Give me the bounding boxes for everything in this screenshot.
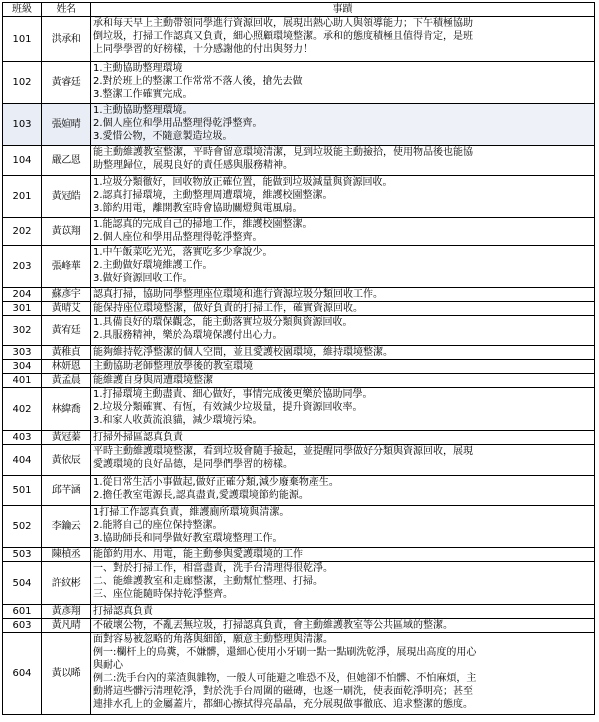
deed-line: 主動協助老師整理放學後的教室環境 (93, 361, 253, 372)
deed-line: 三、座位能隨時保持乾淨整齊。 (93, 589, 233, 600)
deed-line: 承和每天早上主動帶領同學進行資源回收，展現出熱心助人與領導能力；下午積極協助 (93, 18, 473, 29)
student-name-cell: 黃彥翔 (42, 605, 91, 619)
deed-line: 能節約用水、用電，能主動參與愛護環境的工作 (93, 549, 303, 560)
deeds-cell (91, 619, 595, 633)
deed-line: 與耐心 (93, 660, 123, 671)
class-cell: 204 (3, 288, 42, 302)
table-row (3, 176, 595, 218)
deed-line: 2.擔任教室電源長,認真盡責,愛護環境節約能源。 (93, 490, 309, 501)
deed-line: 倒垃圾，打掃工作認真又負責，細心照顧環境整潔。承和的態度積極且值得肯定，是班 (93, 31, 473, 42)
deed-line: 2.能將自己的座位保持整潔。 (93, 520, 223, 531)
student-name-cell: 黃苡翔 (42, 218, 91, 246)
deed-line: 不破壞公物，不亂丟無垃圾，打掃認真負責，會主動維護教室等公共區域的整潔。 (93, 620, 453, 631)
deeds-cell (91, 346, 595, 360)
student-name-cell: 許紋彬 (42, 562, 91, 605)
deed-line: 3.做好資源回收工作。 (93, 273, 193, 284)
deeds-cell (91, 633, 595, 715)
student-name-cell: 林緯喬 (42, 388, 91, 431)
class-cell: 102 (3, 62, 42, 104)
table-row (3, 146, 595, 176)
class-cell: 401 (3, 374, 42, 388)
table-row (3, 104, 595, 146)
table-row (3, 346, 595, 360)
student-name-cell: 黃冠蓁 (42, 431, 91, 445)
deeds-cell (91, 374, 595, 388)
deeds-cell (91, 445, 595, 476)
deed-line: 能主動維護教室整潔，平時會留意環境清潔，見到垃圾能主動撿拾，使用物品後也能協 (93, 147, 473, 158)
deed-line: 2.個人座位和學用品整理得乾淨整齊。 (93, 118, 263, 129)
deeds-cell (91, 62, 595, 104)
class-cell: 604 (3, 633, 42, 715)
deed-line: 3.愛惜公物，不隨意製造垃圾。 (93, 131, 233, 142)
deed-line: 3.整潔工作確實完成。 (93, 89, 193, 100)
deed-line: 3.節約用電，離開教室時會協助關燈與電風扇。 (93, 203, 303, 214)
deed-line: 1.主動協助整理環境 (93, 63, 183, 74)
class-cell: 104 (3, 146, 42, 176)
deeds-cell (91, 288, 595, 302)
deed-line: 例二:洗手台內的菜渣與雜物，一般人可能避之唯恐不及，但她卻不怕髒、不怕麻煩，主 (93, 673, 477, 684)
deed-line: 打掃認真負責 (93, 606, 153, 617)
class-cell: 601 (3, 605, 42, 619)
class-cell: 502 (3, 506, 42, 548)
class-cell: 404 (3, 445, 42, 476)
table-row (3, 445, 595, 476)
student-name-cell: 黃孟晨 (42, 374, 91, 388)
deed-line: 連排水孔上的金屬蓋片，都細心擦拭得亮晶晶，充分展現做事徹底、追求整潔的態度。 (93, 699, 473, 710)
deed-line: 2.具服務精神，樂於為環境保護付出心力。 (93, 330, 283, 341)
class-cell: 402 (3, 388, 42, 431)
student-name-cell: 洪承和 (42, 17, 91, 62)
deeds-cell (91, 316, 595, 346)
header-row (3, 3, 595, 17)
table-row (3, 288, 595, 302)
deed-line: 動將這些髒污清理乾淨，對於洗手台周圍的磁磚，也逐一刷洗，使表面乾淨明亮；甚至 (93, 686, 473, 697)
deed-line: 愛護環境的良好品德，是同學們學習的榜樣。 (93, 459, 293, 470)
deeds-cell (91, 388, 595, 431)
student-name-cell: 黃晴艾 (42, 302, 91, 316)
deeds-cell (91, 17, 595, 62)
deeds-cell (91, 605, 595, 619)
class-cell: 303 (3, 346, 42, 360)
student-name-cell: 黃以晞 (42, 633, 91, 715)
deed-line: 1.中午飯菜吃光光，落實吃多少拿說少。 (93, 247, 273, 258)
deed-line: 2.垃圾分類確實、有恆，有效減少垃圾量，提升資源回收率。 (93, 402, 363, 413)
class-cell: 304 (3, 360, 42, 374)
table-row (3, 548, 595, 562)
table-row (3, 302, 595, 316)
table-row (3, 374, 595, 388)
class-cell: 501 (3, 476, 42, 506)
deed-line: 面對容易被忽略的角落與細節，願意主動整理與清潔。 (93, 634, 333, 645)
deed-line: 1打掃工作認真負責，維護廁所環境與清潔。 (93, 507, 290, 518)
deed-line: 上同學學習的好榜樣，十分感謝他的付出與努力！ (93, 44, 313, 55)
deed-line: 能夠維持乾淨整潔的個人空間，並且愛護校園環境，維持環境整潔。 (93, 347, 393, 358)
deeds-cell (91, 548, 595, 562)
deed-line: 1.主動協助整理環境。 (93, 105, 193, 116)
class-cell: 301 (3, 302, 42, 316)
header-deeds: 事蹟 (91, 3, 595, 17)
student-name-cell: 邱芊涵 (42, 476, 91, 506)
deeds-cell (91, 146, 595, 176)
deed-line: 平時主動維護環境整潔，看到垃圾會隨手撿起，並提醒同學做好分類與資源回收，展現 (93, 446, 473, 457)
deeds-cell (91, 246, 595, 288)
deed-line: 2.對於班上的整潔工作常常不落人後，搶先去做 (93, 76, 303, 87)
deeds-cell (91, 506, 595, 548)
deed-line: 一、對於打掃工作，相當盡責，洗手台清理得很乾淨。 (93, 563, 333, 574)
table-row (3, 246, 595, 288)
deed-line: 2.主動做好環境維護工作。 (93, 260, 213, 271)
table-row (3, 431, 595, 445)
class-cell: 503 (3, 548, 42, 562)
table-row (3, 506, 595, 548)
deed-line: 能維護自身與周遭環境整潔 (93, 375, 213, 386)
table-row (3, 218, 595, 246)
student-name-cell: 嚴乙恩 (42, 146, 91, 176)
table-row (3, 605, 595, 619)
table-row (3, 476, 595, 506)
student-name-cell: 陳楨丞 (42, 548, 91, 562)
deeds-cell (91, 176, 595, 218)
student-name-cell: 黃宥廷 (42, 316, 91, 346)
deeds-cell (91, 104, 595, 146)
student-name-cell: 張峰華 (42, 246, 91, 288)
student-name-cell: 林妍恩 (42, 360, 91, 374)
deeds-cell (91, 218, 595, 246)
deeds-table (2, 2, 595, 715)
header-class: 班級 (3, 3, 42, 17)
class-cell: 504 (3, 562, 42, 605)
student-name-cell: 蘇彥宇 (42, 288, 91, 302)
class-cell: 603 (3, 619, 42, 633)
deed-line: 1.能認真的完成自己的掃地工作，維護校園整潔。 (93, 219, 313, 230)
deed-line: 能保持座位環境整潔，做好負責的打掃工作，確實資源回收。 (93, 303, 363, 314)
table-row (3, 62, 595, 104)
deed-line: 2.認真打掃環境，主動整理周遭環境，維護校園整潔。 (93, 190, 333, 201)
student-name-cell: 黃冠皓 (42, 176, 91, 218)
student-name-cell: 黃稚貞 (42, 346, 91, 360)
deed-line: 認真打掃，協助同學整理座位環境和進行資源垃圾分類回收工作。 (93, 289, 383, 300)
deeds-cell (91, 302, 595, 316)
class-cell: 302 (3, 316, 42, 346)
deeds-cell (91, 476, 595, 506)
deed-line: 2.個人座位和學用品整理得乾淨整齊。 (93, 232, 263, 243)
deed-line: 3.和家人收黃流浪貓，減少環境污染。 (93, 415, 263, 426)
student-name-cell: 黃依辰 (42, 445, 91, 476)
table-row (3, 619, 595, 633)
student-name-cell: 黃凡晴 (42, 619, 91, 633)
deed-line: 例一:欄杆上的鳥糞，不嫌髒，還細心使用小牙刷一點一點刷洗乾淨，展現出高度的用心 (93, 647, 477, 658)
deed-line: 1.打掃環境主動盡責、細心做好，事情完成後更樂於協助同學。 (93, 389, 373, 400)
header-name: 姓名 (42, 3, 91, 17)
student-name-cell: 李鑰云 (42, 506, 91, 548)
deeds-cell (91, 360, 595, 374)
table-row (3, 17, 595, 62)
table-row (3, 562, 595, 605)
class-cell: 403 (3, 431, 42, 445)
table-row (3, 388, 595, 431)
table-body (3, 17, 595, 715)
deeds-cell (91, 562, 595, 605)
deed-line: 助整理歸位，展現良好的責任感與服務精神。 (93, 160, 293, 171)
table-row (3, 633, 595, 715)
class-cell: 201 (3, 176, 42, 218)
class-cell: 103 (3, 104, 42, 146)
class-cell: 101 (3, 17, 42, 62)
deeds-cell (91, 431, 595, 445)
deed-line: 1.具備良好的環保觀念，能主動落實垃圾分類與資源回收。 (93, 317, 353, 328)
deed-line: 3.協助師長和同學做好教室環境整理工作。 (93, 533, 283, 544)
student-name-cell: 黃睿廷 (42, 62, 91, 104)
deed-line: 1.從日常生活小事做起,做好正確分類,減少廢棄物產生。 (93, 477, 339, 488)
class-cell: 202 (3, 218, 42, 246)
deed-line: 1.垃圾分類徹好，回收物放正確位置，能做到垃圾減量與資源回收。 (93, 177, 393, 188)
student-name-cell: 張媗晴 (42, 104, 91, 146)
deed-line: 打掃外掃區認真負責 (93, 432, 183, 443)
class-cell: 203 (3, 246, 42, 288)
deed-line: 二、能維護教室和走廊整潔，主動幫忙整理、打掃。 (93, 576, 323, 587)
table-row (3, 316, 595, 346)
table-row (3, 360, 595, 374)
